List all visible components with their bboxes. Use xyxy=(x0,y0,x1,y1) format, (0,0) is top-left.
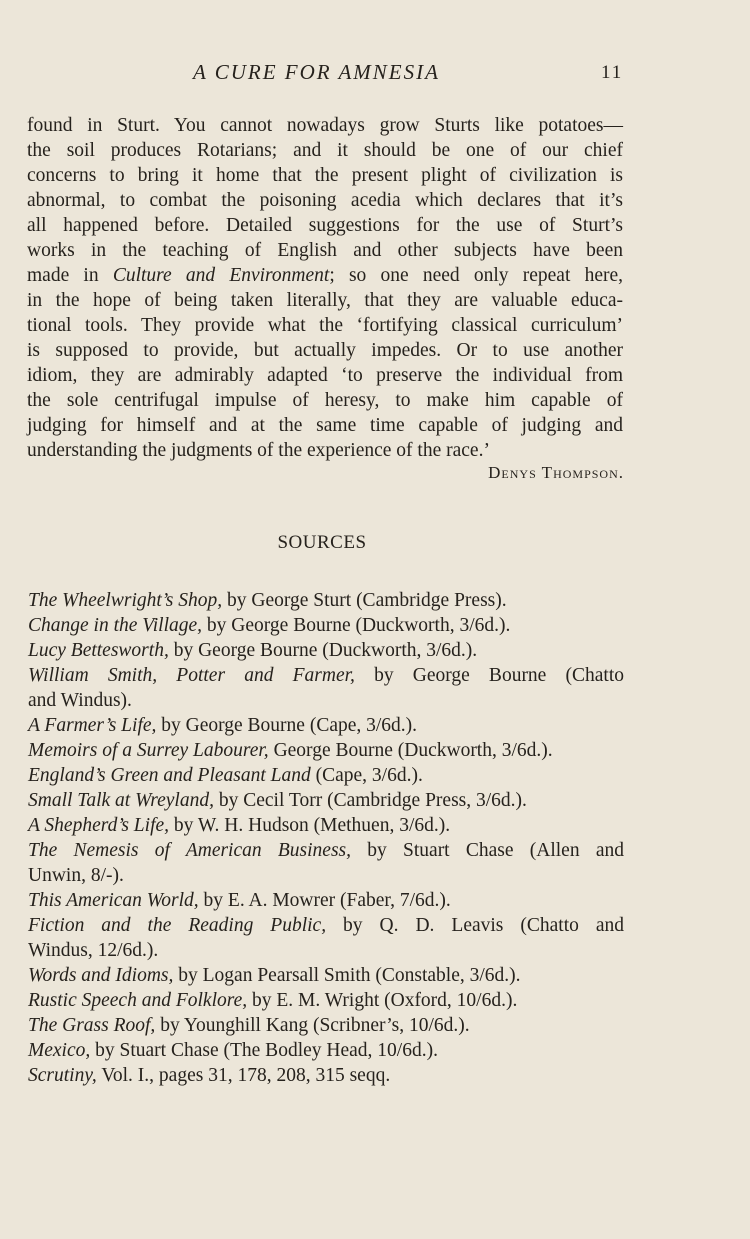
body-line: works in the teaching of English and other subjects have been xyxy=(27,240,623,261)
body-line: all happened before. Detailed suggestions for the use of Sturt’s xyxy=(27,215,623,236)
sources-list xyxy=(28,588,624,1088)
source-entry xyxy=(28,713,624,738)
book-title-italic: Culture and Environment xyxy=(112,265,330,286)
source-entry xyxy=(28,988,624,1013)
source-title: William Smith, Potter and Farmer, xyxy=(28,665,355,686)
source-details: by W. H. Hudson (Methuen, 3/6d.). xyxy=(169,815,451,836)
source-entry xyxy=(28,1038,624,1063)
body-line: tional tools. They provide what the ‘fortifying classical curriculum’ xyxy=(27,315,623,336)
body-text-fragment: made in xyxy=(27,265,113,286)
body-line: is supposed to provide, but actually impedes. Or to use another xyxy=(27,340,623,361)
source-entry xyxy=(28,738,624,763)
source-title: Rustic Speech and Folklore, xyxy=(28,990,248,1011)
source-entry xyxy=(28,788,624,813)
source-details: by Logan Pearsall Smith (Constable, 3/6d.). xyxy=(173,965,521,986)
body-line: concerns to bring it home that the present plight of civilization is xyxy=(27,165,623,186)
source-entry xyxy=(28,1063,624,1088)
source-entry xyxy=(28,763,624,788)
running-title: A CURE FOR AMNESIA xyxy=(193,60,440,84)
source-entry xyxy=(28,588,624,613)
source-details: by George Bourne (Duckworth, 3/6d.). xyxy=(202,615,511,636)
source-title: England’s Green and Pleasant Land xyxy=(28,765,311,786)
source-entry xyxy=(28,913,624,938)
source-entry xyxy=(28,613,624,638)
source-details: by Q. D. Leavis (Chatto and xyxy=(326,915,624,936)
source-entry xyxy=(28,813,624,838)
source-title: Small Talk at Wreyland, xyxy=(28,790,214,811)
source-details: by E. A. Mowrer (Faber, 7/6d.). xyxy=(198,890,451,911)
source-title: A Farmer’s Life, xyxy=(28,715,157,736)
source-entry xyxy=(28,963,624,988)
source-details: by George Bourne (Chatto xyxy=(354,665,624,686)
source-title: A Shepherd’s Life, xyxy=(28,815,170,836)
body-line: the soil produces Rotarians; and it should be one of our chief xyxy=(27,140,623,161)
author-signature: Denys Thompson. xyxy=(488,463,624,482)
source-details: by George Bourne (Cape, 3/6d.). xyxy=(156,715,418,736)
source-title: Change in the Village, xyxy=(28,615,203,636)
body-line: abnormal, to combat the poisoning acedia which declares that it’s xyxy=(27,190,623,211)
source-entry xyxy=(28,888,624,913)
body-line: idiom, they are admirably adapted ‘to preserve the individual from xyxy=(27,365,623,386)
sources-heading: SOURCES xyxy=(277,532,367,553)
source-title: Lucy Bettesworth, xyxy=(28,640,169,661)
source-entry-continued: and Windus). xyxy=(28,690,132,711)
source-title: Fiction and the Reading Public, xyxy=(28,915,327,936)
source-details: by Younghill Kang (Scribner’s, 10/6d.). xyxy=(155,1015,470,1036)
source-entry-continued: Unwin, 8/-). xyxy=(28,865,124,886)
source-title: The Grass Roof, xyxy=(28,1015,156,1036)
body-line: the sole centrifugal impulse of heresy, to make him capable of xyxy=(27,390,623,411)
source-title: Scrutiny, xyxy=(28,1065,97,1086)
page-number: 11 xyxy=(601,62,624,83)
source-details: George Bourne (Duckworth, 3/6d.). xyxy=(268,740,553,761)
source-details: (Cape, 3/6d.). xyxy=(310,765,423,786)
source-details: by Stuart Chase (The Bodley Head, 10/6d.). xyxy=(90,1040,438,1061)
source-title: Mexico, xyxy=(28,1040,91,1061)
source-entry xyxy=(28,838,624,863)
source-details: by Cecil Torr (Cambridge Press, 3/6d.). xyxy=(213,790,527,811)
source-details: by George Sturt (Cambridge Press). xyxy=(222,590,507,611)
source-title: The Wheelwright’s Shop, xyxy=(28,590,223,611)
body-paragraph xyxy=(27,113,623,463)
source-title: Memoirs of a Surrey Labourer, xyxy=(28,740,269,761)
body-line: judging for himself and at the same time capable of judging and xyxy=(27,415,623,436)
source-title: This American World, xyxy=(28,890,199,911)
source-title: The Nemesis of American Business, xyxy=(28,840,352,861)
body-line: found in Sturt. You cannot nowadays grow Sturts like potatoes— xyxy=(27,115,623,136)
source-entry xyxy=(28,1013,624,1038)
body-text-fragment: ; so one need only repeat here, xyxy=(329,265,623,286)
source-details: Vol. I., pages 31, 178, 208, 315 seqq. xyxy=(96,1065,391,1086)
source-title: Words and Idioms, xyxy=(28,965,174,986)
source-details: by George Bourne (Duckworth, 3/6d.). xyxy=(168,640,478,661)
body-line xyxy=(27,263,623,288)
body-line: understanding the judgments of the experience of the race.’ xyxy=(27,440,490,461)
source-details: by Stuart Chase (Allen and xyxy=(351,840,624,861)
source-entry xyxy=(28,663,624,688)
body-line: in the hope of being taken literally, that they are valuable educa- xyxy=(27,290,623,311)
source-entry xyxy=(28,638,624,663)
source-details: by E. M. Wright (Oxford, 10/6d.). xyxy=(247,990,518,1011)
source-entry-continued: Windus, 12/6d.). xyxy=(28,940,159,961)
